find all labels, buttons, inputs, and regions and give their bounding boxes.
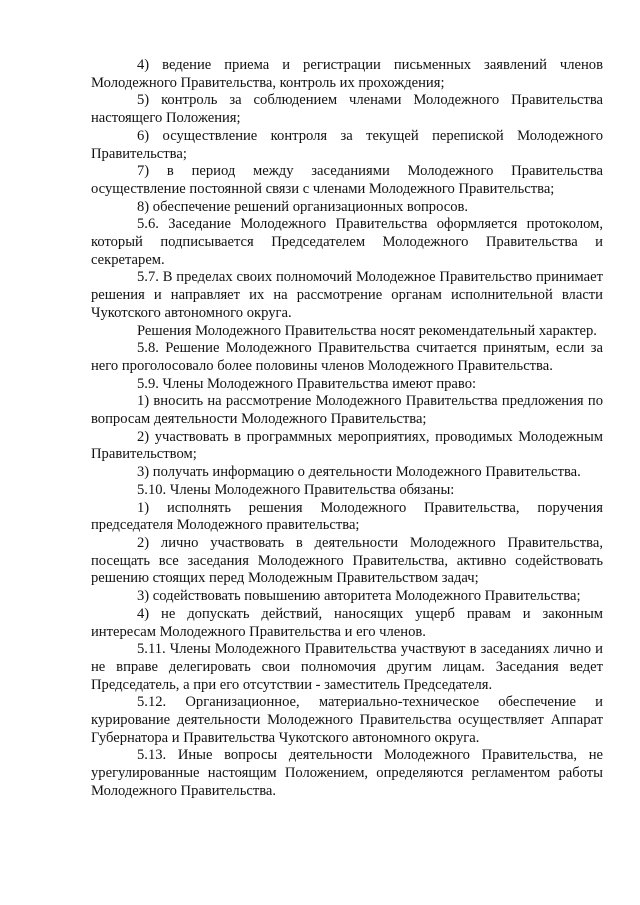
paragraph-section-5-7: 5.7. В пределах своих полномочий Молодежное Правительство принимает решения и направляет их на рассмотрение органам исполнительной власти Чукотского автономного округа. — [91, 269, 603, 321]
paragraph-obligation-3: 3) содействовать повышению авторитета Молодежного Правительства; — [137, 588, 581, 605]
paragraph-item-7-duty: 7) в период между заседаниями Молодежного Правительства осуществление постоянной связи с членами Молодежного Правительства; — [91, 163, 603, 197]
paragraph-section-5-13: 5.13. Иные вопросы деятельности Молодежного Правительства, не урегулированные настоящим Положением, определяются регламентом работы Молодежного Правительства. — [91, 747, 603, 799]
paragraph-item-5-duty: 5) контроль за соблюдением членами Молодежного Правительства настоящего Положения; — [91, 92, 603, 127]
paragraph-decisions-advisory: Решения Молодежного Правительства носят рекомендательный характер. — [137, 322, 597, 339]
paragraph-obligation-4: 4) не допускать действий, наносящих ущерб правам и законным интересам Молодежного Правительства и его членов. — [91, 605, 603, 640]
paragraph-section-5-9: 5.9. Члены Молодежного Правительства имеют право: — [137, 375, 477, 392]
paragraph-right-1: 1) вносить на рассмотрение Молодежного Правительства предложения по вопросам деятельности Молодежного Правительства; — [91, 393, 603, 428]
paragraph-right-2: 2) участвовать в программных мероприятиях, проводимых Молодежным Правительством; — [91, 428, 603, 463]
paragraph-section-5-6: 5.6. Заседание Молодежного Правительства оформляется протоколом, который подписывается Председателем Молодежного Правительства и секретарем. — [91, 216, 603, 268]
paragraph-obligation-1: 1) исполнять решения Молодежного Правительства, поручения председателя Молодежного правительства; — [91, 499, 603, 534]
paragraph-right-3: 3) получать информацию о деятельности Молодежного Правительства. — [137, 464, 581, 481]
document-page — [91, 57, 603, 801]
paragraph-section-5-8: 5.8. Решение Молодежного Правительства считается принятым, если за него проголосовало более половины членов Молодежного Правительства. — [91, 340, 603, 374]
paragraph-section-5-11: 5.11. Члены Молодежного Правительства участвуют в заседаниях лично и не вправе делегировать свои полномочия другим лицам. Заседания ведет Председатель, а при его отсутствии - заместитель Председателя. — [91, 641, 603, 693]
paragraph-section-5-12: 5.12. Организационное, материально-техническое обеспечение и курирование деятельности Молодежного Правительства осуществляет Аппарат Губернатора и Правительства Чукотского автономного округа. — [91, 694, 603, 746]
paragraph-item-6-duty: 6) осуществление контроля за текущей перепиской Молодежного Правительства; — [91, 127, 603, 162]
paragraph-item-8-duty: 8) обеспечение решений организационных вопросов. — [137, 198, 469, 215]
paragraph-obligation-2: 2) лично участвовать в деятельности Молодежного Правительства, посещать все заседания Молодежного Правительства, активно содействовать решению стоящих перед Молодежным Правительством задач; — [91, 534, 603, 587]
paragraph-section-5-10: 5.10. Члены Молодежного Правительства обязаны: — [137, 481, 455, 498]
paragraph-item-4-duty: 4) ведение приема и регистрации письменных заявлений членов Молодежного Правительства, контроль их прохождения; — [91, 57, 603, 91]
